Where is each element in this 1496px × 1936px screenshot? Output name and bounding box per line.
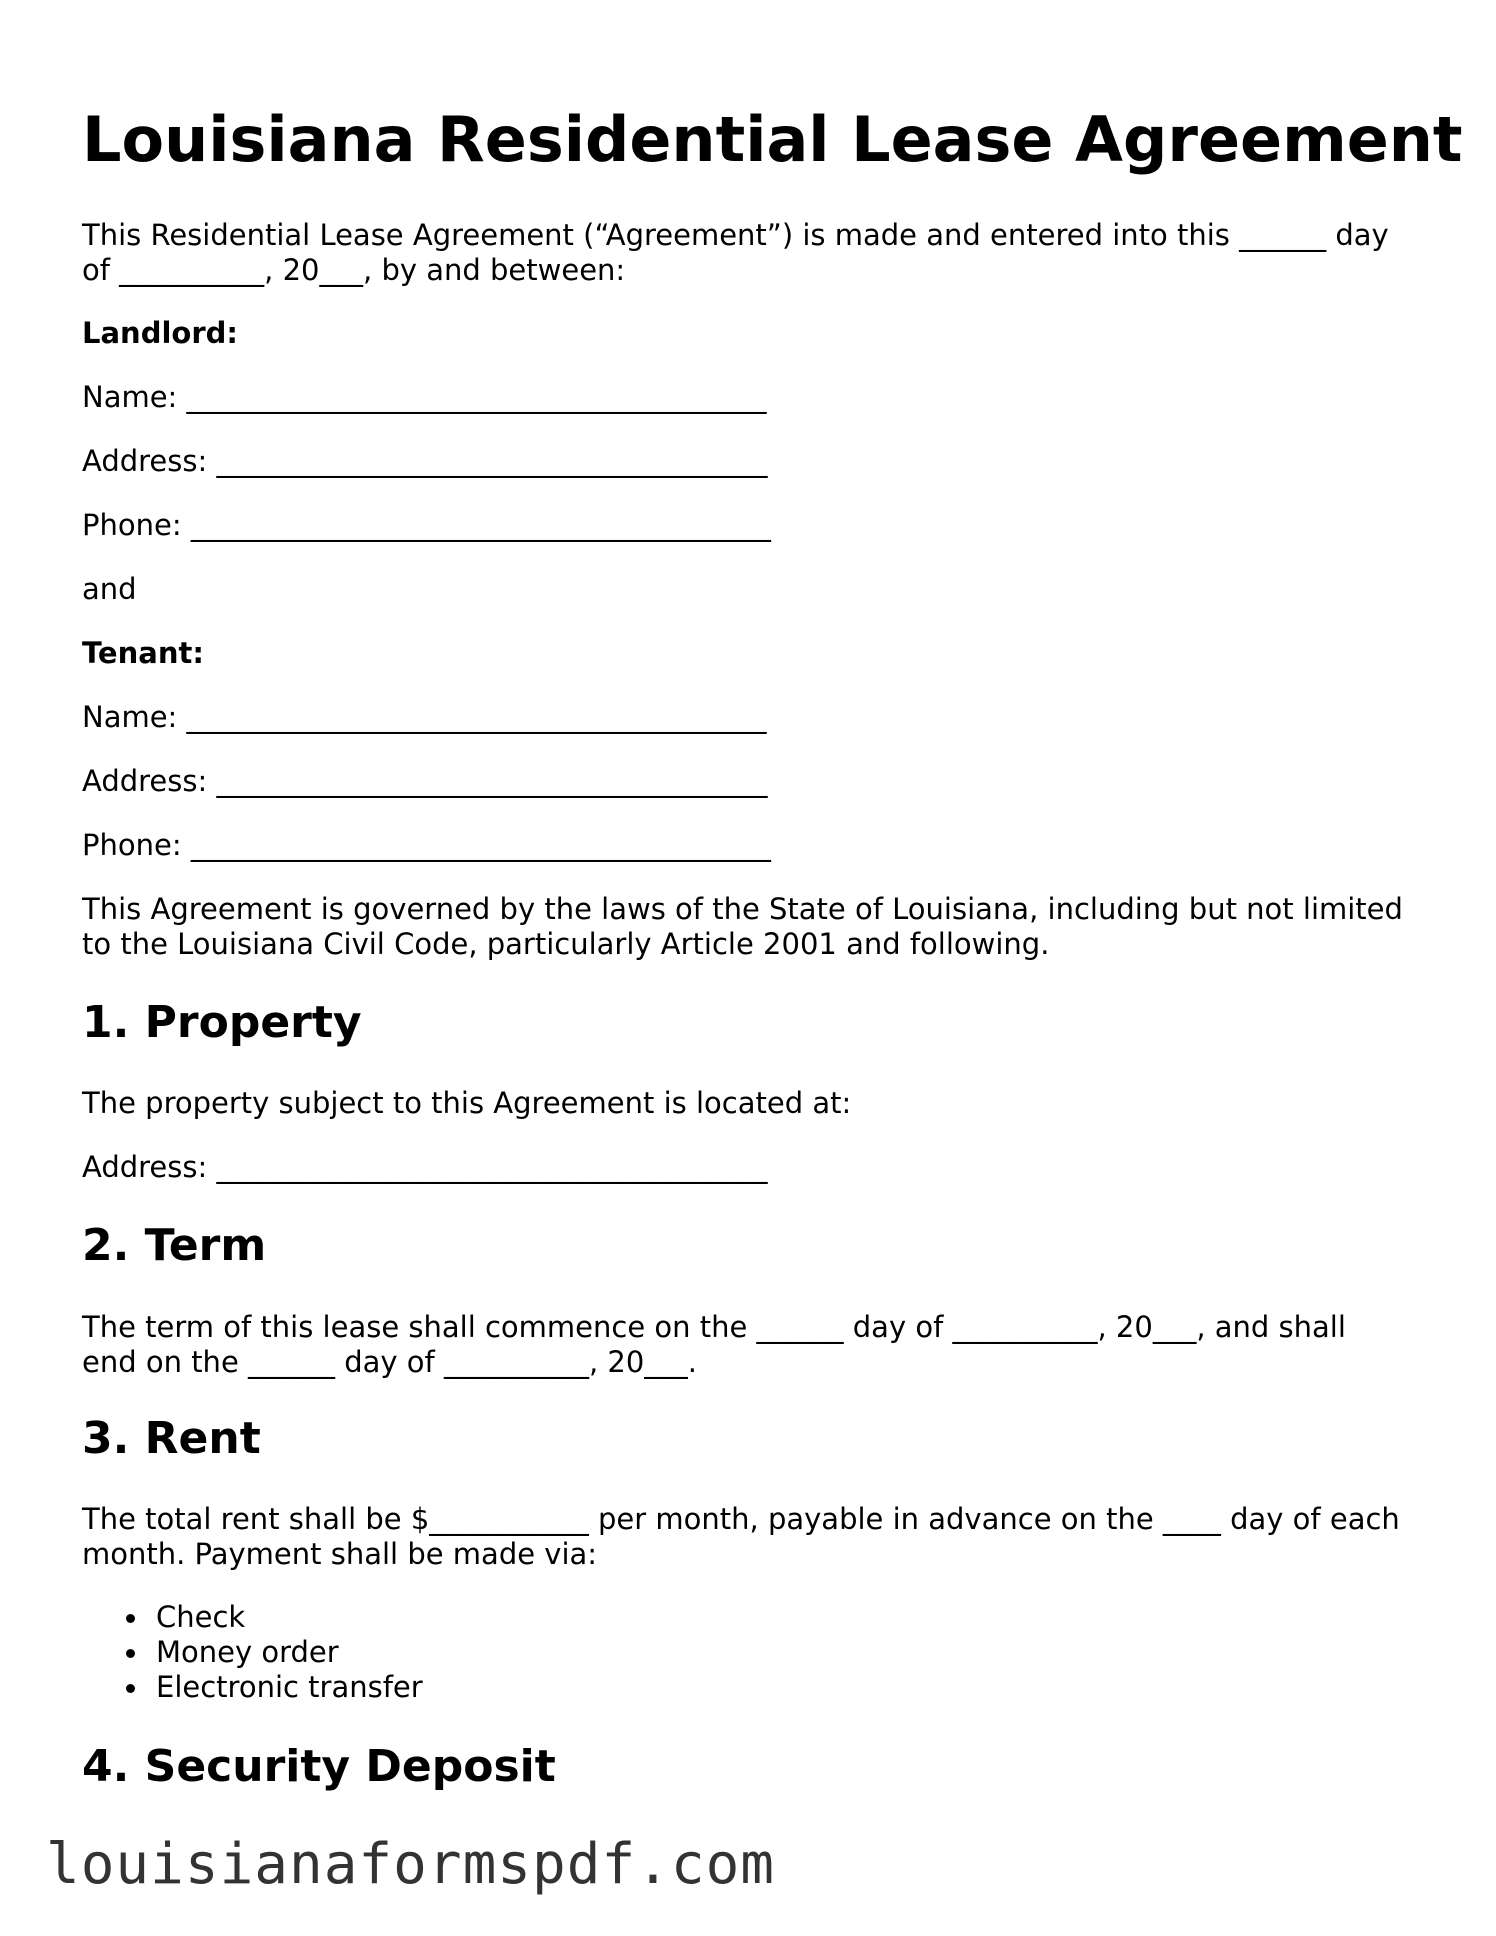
rent-line-1: The total rent shall be $___________ per month, payable in advance on the ____ day of each xyxy=(82,1502,1400,1536)
tenant-name-field: Name: ________________________________________ xyxy=(82,700,767,734)
watermark-text: louisianaformspdf.com xyxy=(46,1832,776,1897)
list-item: Money order xyxy=(82,1635,423,1670)
rent-line-2: month. Payment shall be made via: xyxy=(82,1537,598,1571)
landlord-heading: Landlord: xyxy=(82,316,238,350)
section-term-heading: 2. Term xyxy=(82,1220,267,1271)
tenant-address-field: Address: ______________________________________ xyxy=(82,764,768,798)
and-text: and xyxy=(82,572,137,606)
governing-law-line-1: This Agreement is governed by the laws of the State of Louisiana, including but not limited xyxy=(82,892,1403,926)
intro-line-2: of __________, 20___, by and between: xyxy=(82,253,626,287)
landlord-phone-field: Phone: ________________________________________ xyxy=(82,508,771,542)
term-line-1: The term of this lease shall commence on the ______ day of __________, 20___, and shall xyxy=(82,1310,1346,1344)
section-rent-heading: 3. Rent xyxy=(82,1413,261,1464)
tenant-phone-field: Phone: ________________________________________ xyxy=(82,828,771,862)
tenant-heading: Tenant: xyxy=(82,636,204,670)
payment-methods-list xyxy=(82,1600,423,1705)
section-property-heading: 1. Property xyxy=(82,997,362,1048)
landlord-name-field: Name: ________________________________________ xyxy=(82,380,767,414)
list-item: Electronic transfer xyxy=(82,1670,423,1705)
governing-law-line-2: to the Louisiana Civil Code, particularly Article 2001 and following. xyxy=(82,927,1050,961)
section-security-deposit-heading: 4. Security Deposit xyxy=(82,1741,556,1792)
document-title: Louisiana Residential Lease Agreement xyxy=(82,103,1463,176)
property-address-field: Address: ______________________________________ xyxy=(82,1150,768,1184)
term-line-2: end on the ______ day of __________, 20___. xyxy=(82,1345,698,1379)
intro-line-1: This Residential Lease Agreement (“Agreement”) is made and entered into this ______ day xyxy=(82,218,1389,252)
landlord-address-field: Address: ______________________________________ xyxy=(82,444,768,478)
property-text: The property subject to this Agreement is located at: xyxy=(82,1086,852,1120)
list-item: Check xyxy=(82,1600,423,1635)
